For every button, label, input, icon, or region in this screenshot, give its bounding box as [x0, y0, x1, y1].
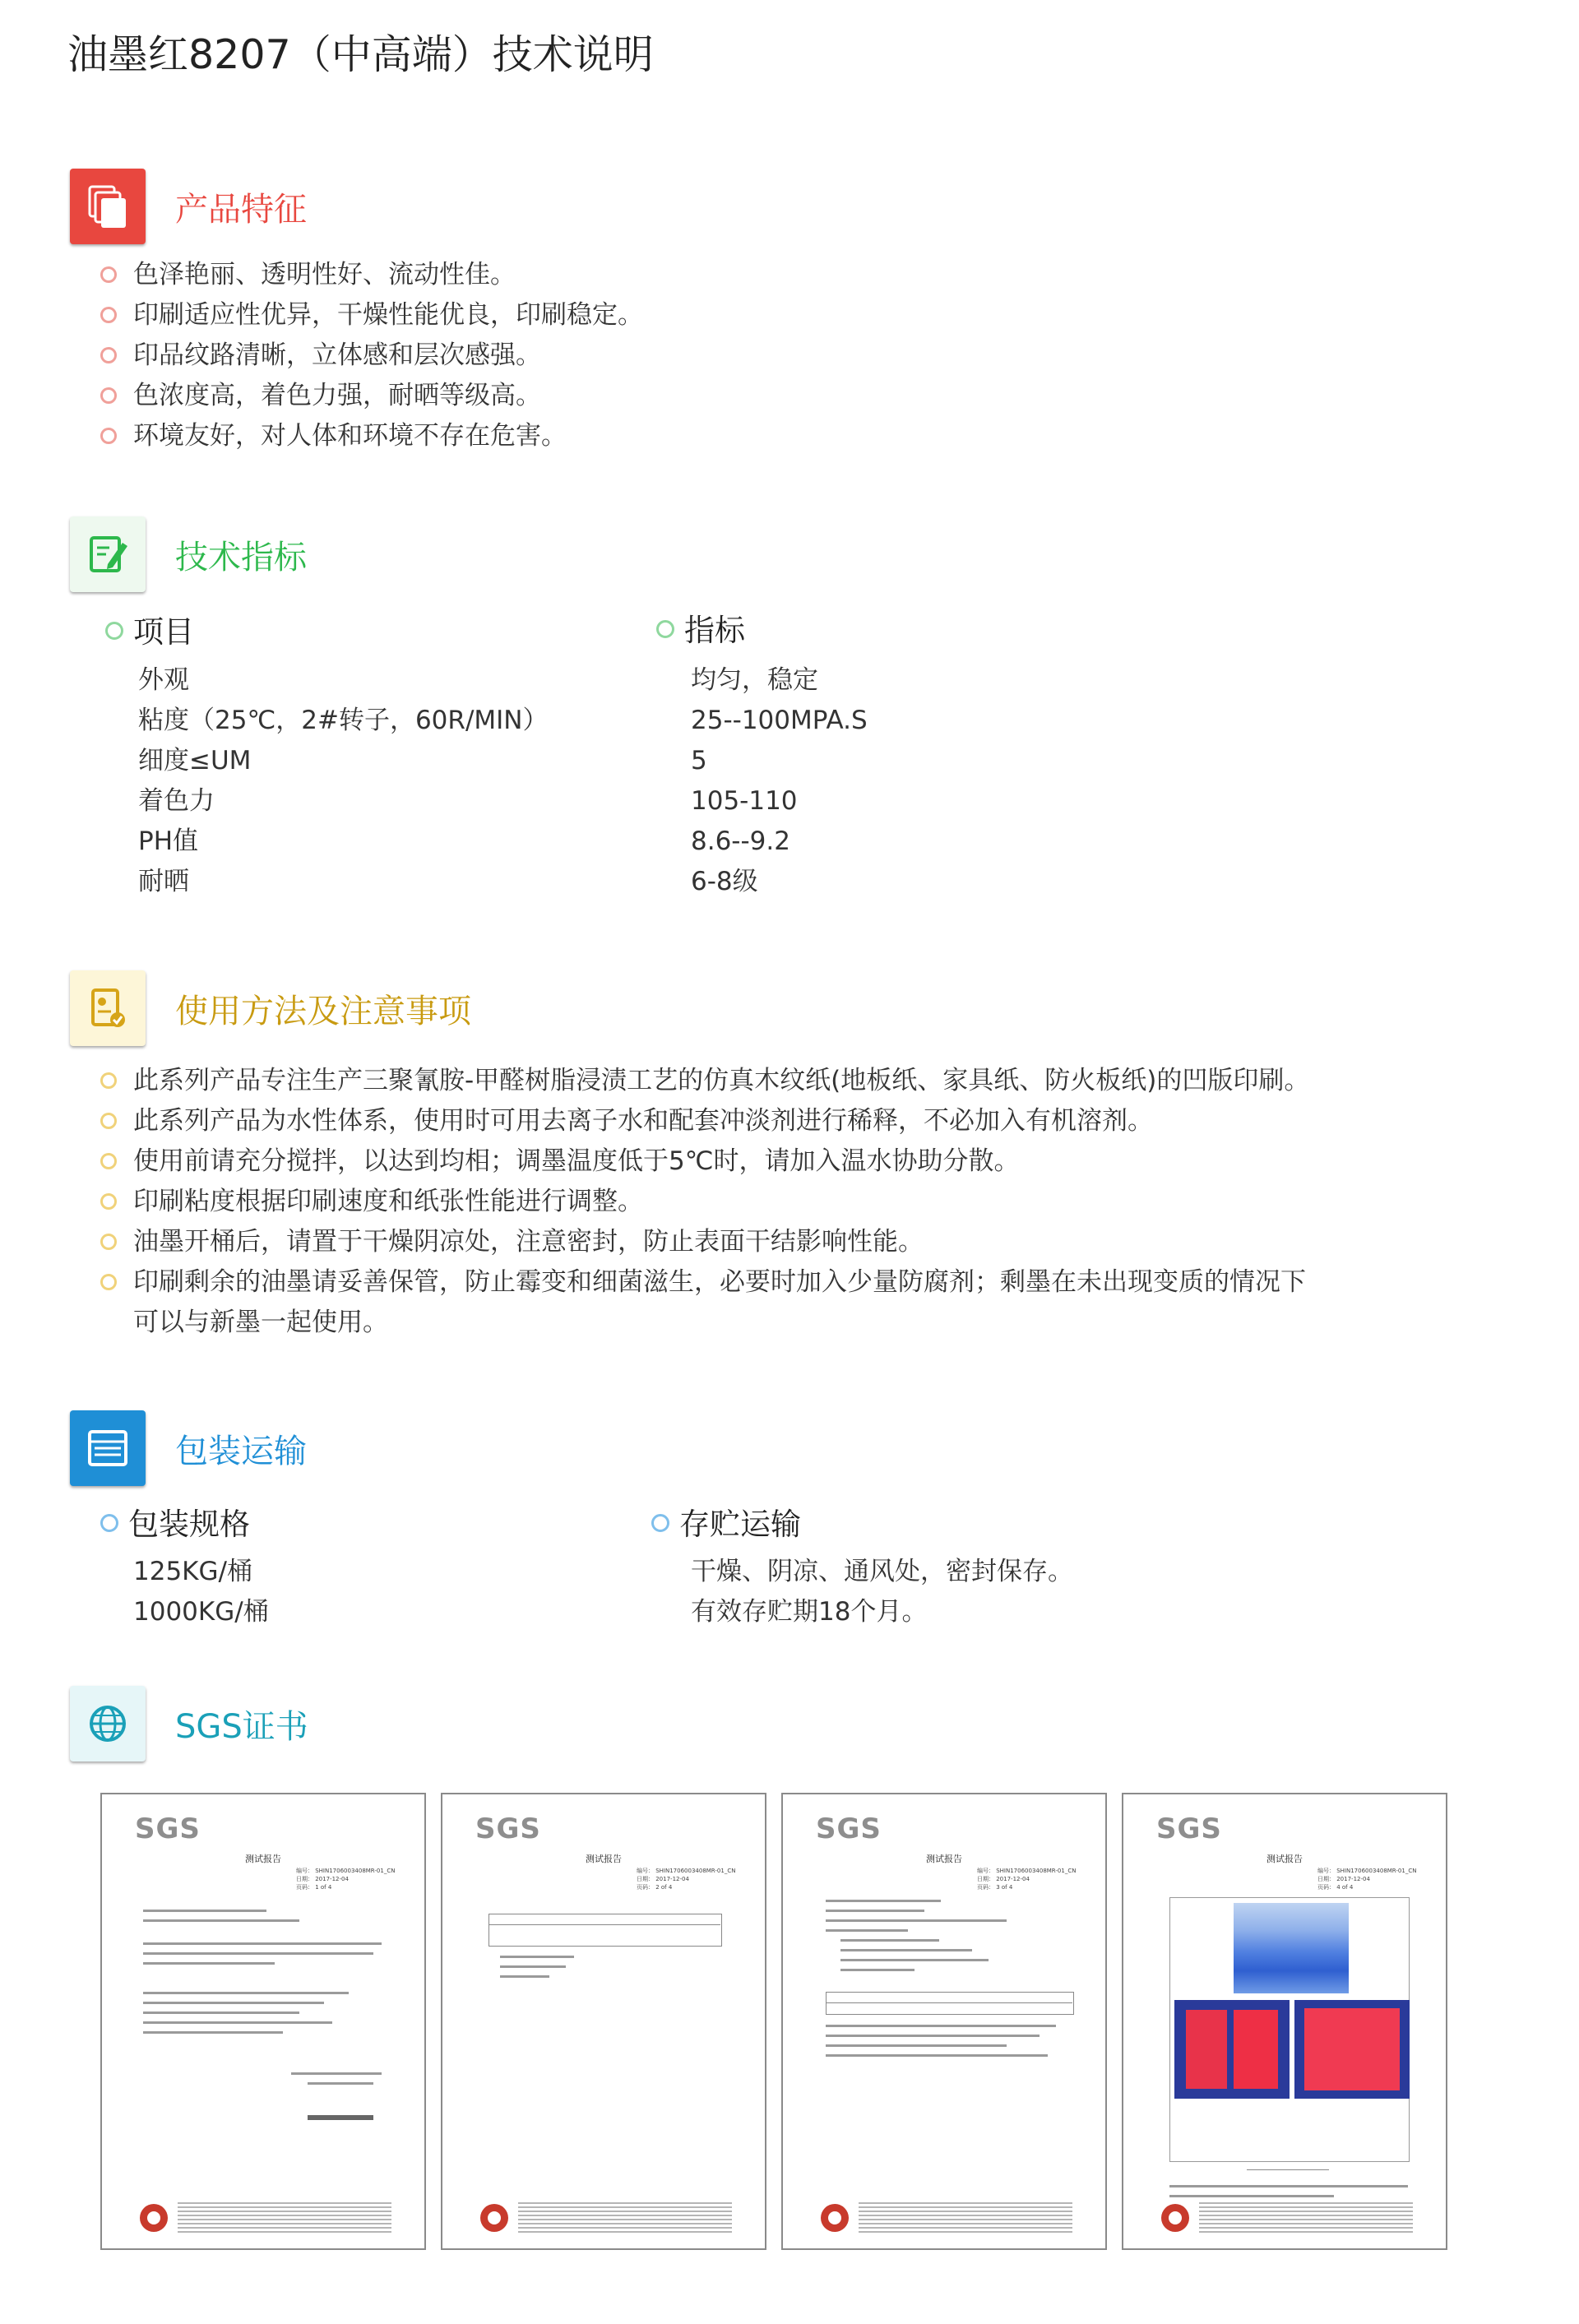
- spec-item: 细度≤UM: [138, 746, 252, 775]
- spec-value: 25--100MPA.S: [691, 706, 868, 735]
- specs-item-list: [138, 660, 548, 902]
- list-item: 125KG/桶: [133, 1557, 252, 1586]
- sgs-certificate-page-4[interactable]: [1122, 1793, 1447, 2250]
- spec-item: 粘度（25℃，2#转子，60R/MIN）: [138, 706, 549, 735]
- report-title: 测试报告: [245, 1854, 281, 1864]
- spec-value: 5: [691, 746, 707, 775]
- spec-value: 6-8级: [691, 867, 758, 896]
- usage-title: 使用方法及注意事项: [175, 993, 471, 1030]
- sgs-title: SGS证书: [175, 1708, 308, 1746]
- list-item: 有效存贮期18个月。: [691, 1597, 928, 1627]
- features-title: 产品特征: [175, 191, 307, 229]
- list-item-continuation: 可以与新墨一起使用。: [133, 1308, 388, 1337]
- list-item: 此系列产品为水性体系，使用时可用去离子水和配套冲淡剂进行稀释，不必加入有机溶剂。: [100, 1101, 1309, 1141]
- features-list: [100, 255, 643, 456]
- packaging-title: 包装运输: [175, 1433, 307, 1470]
- specs-title: 技术指标: [175, 539, 307, 576]
- page-title: 油墨红8207（中高端）技术说明: [67, 31, 654, 78]
- packaging-spec-list: [133, 1552, 269, 1632]
- sgs-seal-icon: [480, 2204, 508, 2232]
- sgs-logo: SGS: [816, 1812, 882, 1845]
- sgs-certificate-page-1[interactable]: [100, 1793, 426, 2250]
- report-meta: 编号： SHIN1706003408MR-01_CN 日期： 2017-12-04 页码： 4 of 4: [1317, 1868, 1417, 1891]
- sgs-seal-icon: [821, 2204, 849, 2232]
- specs-value-list: [691, 660, 868, 902]
- red-sample-photo-right: [1294, 2000, 1410, 2099]
- specs-col-item-heading: 项目: [105, 607, 194, 651]
- sgs-seal-icon: [1161, 2204, 1189, 2232]
- list-item: 色泽艳丽、透明性好、流动性佳。: [100, 255, 643, 295]
- spec-item: 外观: [138, 665, 189, 695]
- sgs-certificate-page-2[interactable]: [441, 1793, 766, 2250]
- sgs-logo: SGS: [1156, 1812, 1222, 1845]
- report-title: 测试报告: [926, 1854, 962, 1864]
- blue-sample-photo: [1234, 1903, 1349, 1993]
- globe-icon: [70, 1686, 146, 1762]
- list-item: 油墨开桶后，请置于干燥阴凉处，注意密封，防止表面干结影响性能。: [100, 1222, 1309, 1262]
- list-item: 环境友好，对人体和环境不存在危害。: [100, 416, 643, 456]
- spec-item: 耐晒: [138, 867, 189, 896]
- list-item: 干燥、阴凉、通风处，密封保存。: [691, 1557, 1073, 1586]
- list-item: 此系列产品专注生产三聚氰胺-甲醛树脂浸渍工艺的仿真木纹纸(地板纸、家具纸、防火板纸)的凹版印刷。: [100, 1061, 1309, 1101]
- report-meta: 编号： SHIN1706003408MR-01_CN 日期： 2017-12-04 页码： 3 of 4: [977, 1868, 1077, 1891]
- spec-item: PH值: [138, 826, 199, 856]
- sgs-logo: SGS: [135, 1812, 201, 1845]
- list-item: 印刷适应性优异，干燥性能优良，印刷稳定。: [100, 295, 643, 336]
- list-item: 印品纹路清晰，立体感和层次感强。: [100, 336, 643, 376]
- sgs-logo: SGS: [475, 1812, 541, 1845]
- list-item: 色浓度高，着色力强，耐晒等级高。: [100, 376, 643, 416]
- edit-document-icon: [70, 516, 146, 592]
- spec-value: 105-110: [691, 786, 798, 816]
- list-item: 印刷粘度根据印刷速度和纸张性能进行调整。: [100, 1182, 1309, 1222]
- spec-item: 着色力: [138, 786, 215, 816]
- report-meta: 编号： SHIN1706003408MR-01_CN 日期： 2017-12-04 页码： 1 of 4: [296, 1868, 396, 1891]
- report-meta: 编号： SHIN1706003408MR-01_CN 日期： 2017-12-04 页码： 2 of 4: [637, 1868, 736, 1891]
- spec-value: 8.6--9.2: [691, 826, 790, 856]
- document-check-icon: [70, 970, 146, 1046]
- package-list-icon: [70, 1410, 146, 1486]
- list-item: 1000KG/桶: [133, 1597, 269, 1627]
- packaging-storage-list: [691, 1552, 1073, 1632]
- specs-col-value-heading: 指标: [656, 605, 745, 650]
- list-item: 印刷剩余的油墨请妥善保管，防止霉变和细菌滋生，必要时加入少量防腐剂；剩墨在未出现变质的情况下: [100, 1262, 1309, 1303]
- spec-value: 均匀，稳定: [691, 665, 818, 695]
- report-title: 测试报告: [1266, 1854, 1303, 1864]
- red-sample-photo-left: [1174, 2000, 1290, 2099]
- sgs-certificate-page-3[interactable]: [781, 1793, 1107, 2250]
- packaging-storage-heading: 存贮运输: [651, 1499, 801, 1544]
- usage-list: [100, 1061, 1309, 1343]
- report-title: 测试报告: [586, 1854, 622, 1864]
- signature: [308, 2115, 373, 2120]
- sgs-seal-icon: [140, 2204, 168, 2232]
- documents-icon: [70, 169, 146, 244]
- packaging-spec-heading: 包装规格: [100, 1499, 250, 1544]
- list-item: 使用前请充分搅拌，以达到均相；调墨温度低于5℃时，请加入温水协助分散。: [100, 1141, 1309, 1182]
